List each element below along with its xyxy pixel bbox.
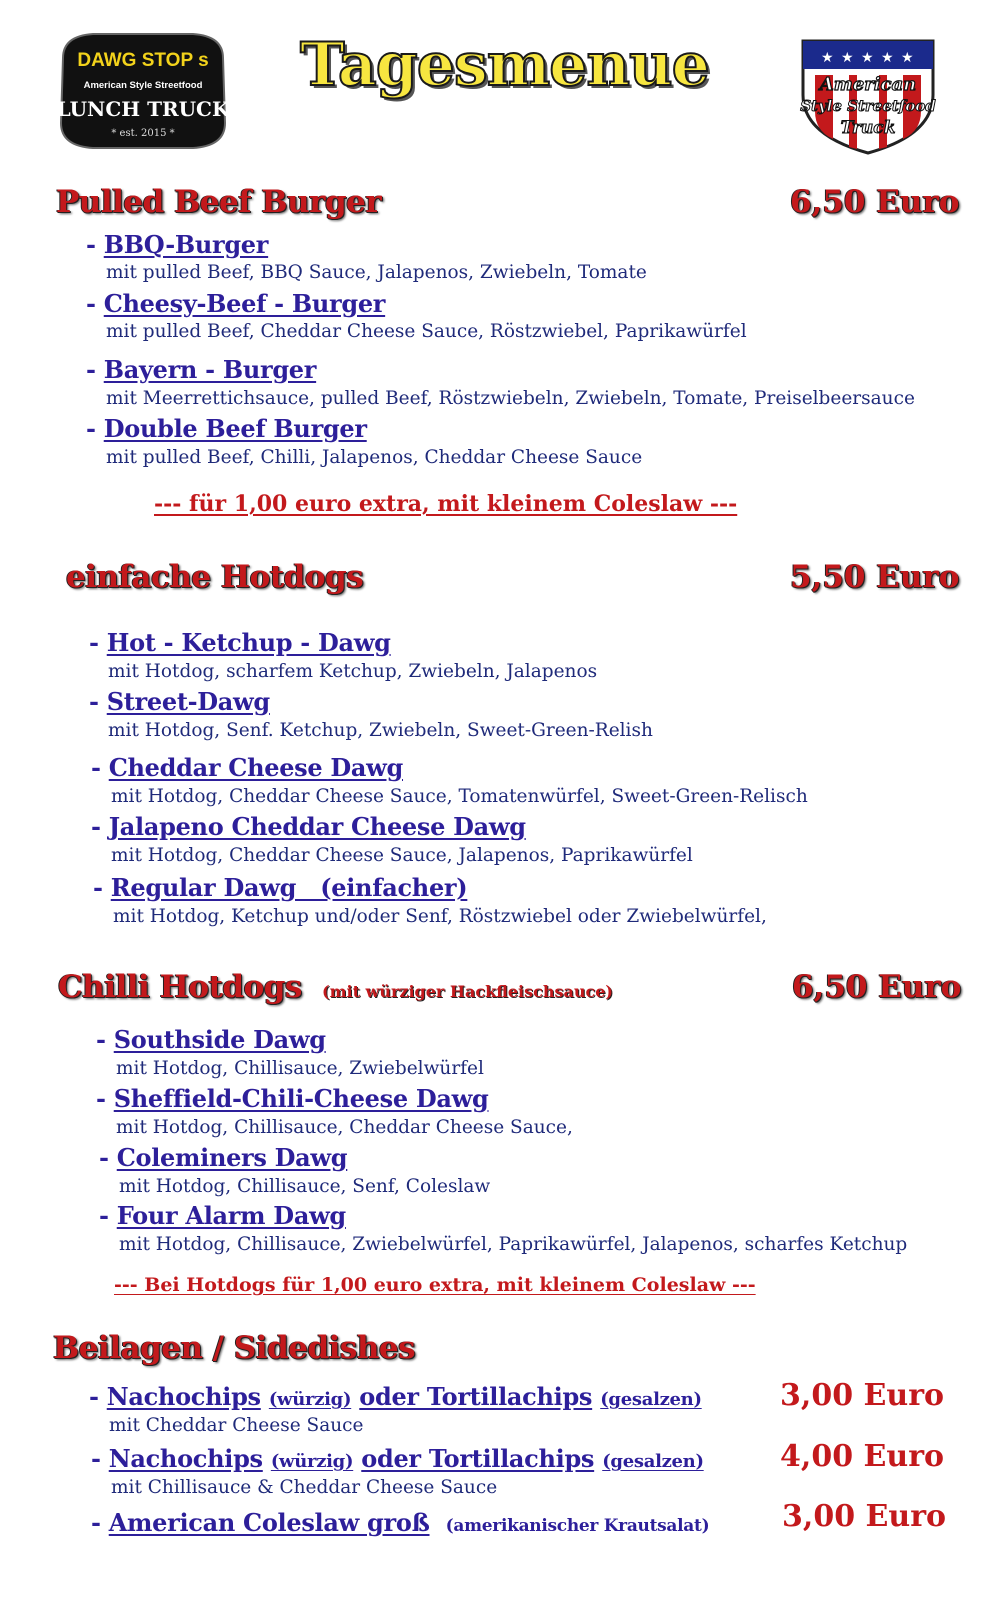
item-dash: -: [91, 812, 101, 841]
item-description: mit pulled Beef, Chilli, Jalapenos, Cheddar Cheese Sauce: [106, 447, 643, 468]
item-note-b: (gesalzen): [600, 1389, 702, 1410]
item-name: BBQ-Burger: [103, 230, 269, 259]
menu-item-side-3[interactable]: [91, 1508, 709, 1537]
section-price-chilli: 6,50 Euro: [792, 969, 962, 1005]
item-name: Jalapeno Cheddar Cheese Dawg: [108, 812, 526, 841]
section-title-burger: Pulled Beef Burger: [56, 184, 382, 220]
item-name: Bayern - Burger: [103, 355, 317, 384]
menu-item-hotdog-2[interactable]: [89, 687, 270, 716]
dawg-stop-logo: [53, 28, 233, 153]
hotdog-coleslaw-note: --- Bei Hotdogs für 1,00 euro extra, mit kleinem Coleslaw ---: [114, 1274, 756, 1296]
section-subtitle-chilli: (mit würziger Hackfleischsauce): [322, 982, 613, 1001]
item-name: Nachochips: [108, 1444, 263, 1473]
item-description: mit Hotdog, Chillisauce, Senf, Coleslaw: [119, 1176, 491, 1197]
logo-left-line1: DAWG STOP s: [77, 50, 209, 71]
menu-item-chilli-3[interactable]: [99, 1143, 347, 1172]
section-title-chilli: Chilli Hotdogs: [58, 969, 302, 1005]
american-shield-logo: [793, 35, 943, 157]
svg-text:★: ★: [881, 50, 894, 66]
logo-right-line3: Truck: [840, 118, 896, 138]
item-description: mit Hotdog, Cheddar Cheese Sauce, Tomatenwürfel, Sweet-Green-Relisch: [111, 786, 808, 807]
item-dash: -: [99, 1143, 109, 1172]
section-price-hotdogs: 5,50 Euro: [790, 559, 960, 595]
item-name: Four Alarm Dawg: [116, 1201, 346, 1230]
menu-item-chilli-1[interactable]: [96, 1025, 326, 1054]
item-description: mit Meerrettichsauce, pulled Beef, Röstzwiebeln, Zwiebeln, Tomate, Preiselbeersauce: [106, 388, 915, 409]
logo-left-line2: American Style Streetfood: [83, 80, 203, 91]
item-name: Street-Dawg: [106, 687, 270, 716]
item-dash: -: [86, 230, 96, 259]
item-note: (würzig): [268, 1389, 352, 1410]
item-dash: -: [89, 1382, 99, 1411]
item-dash: -: [96, 1084, 106, 1113]
item-name: Nachochips: [106, 1382, 261, 1411]
menu-item-chilli-4[interactable]: [99, 1201, 346, 1230]
menu-item-burger-4[interactable]: [86, 414, 367, 443]
svg-text:★: ★: [861, 50, 874, 66]
item-description: mit Hotdog, Senf. Ketchup, Zwiebeln, Sweet-Green-Relish: [108, 720, 653, 741]
item-dash: -: [86, 355, 96, 384]
menu-item-burger-1[interactable]: [86, 230, 268, 259]
item-name: Regular Dawg (einfacher): [110, 873, 468, 902]
item-name: Cheddar Cheese Dawg: [108, 753, 403, 782]
item-dash: -: [96, 1025, 106, 1054]
item-name: Cheesy-Beef - Burger: [103, 289, 386, 318]
item-dash: -: [86, 414, 96, 443]
item-dash: -: [91, 1444, 101, 1473]
section-title-sides: Beilagen / Sidedishes: [53, 1330, 416, 1366]
side-price-1: 3,00 Euro: [780, 1378, 945, 1413]
item-dash: -: [93, 873, 103, 902]
item-description: mit Hotdog, Chillisauce, Cheddar Cheese Sauce,: [116, 1117, 573, 1138]
logo-right-line2: Style Streetfood: [800, 97, 936, 115]
item-description: mit Hotdog, Chillisauce, Zwiebelwürfel: [116, 1058, 484, 1079]
menu-item-burger-3[interactable]: [86, 355, 316, 384]
item-description: mit Hotdog, Cheddar Cheese Sauce, Jalapenos, Paprikawürfel: [111, 845, 693, 866]
item-dash: -: [89, 687, 99, 716]
item-name-b: oder Tortillachips: [361, 1444, 595, 1473]
menu-item-burger-2[interactable]: [86, 289, 385, 318]
item-description: mit Hotdog, scharfem Ketchup, Zwiebeln, Jalapenos: [108, 661, 598, 682]
item-note: (amerikanischer Krautsalat): [445, 1516, 710, 1536]
item-description: mit pulled Beef, Cheddar Cheese Sauce, Röstzwiebel, Paprikawürfel: [106, 321, 747, 342]
menu-item-hotdog-3[interactable]: [91, 753, 403, 782]
menu-item-hotdog-5[interactable]: [93, 873, 467, 902]
side-price-3: 3,00 Euro: [782, 1499, 947, 1534]
item-dash: -: [89, 628, 99, 657]
item-description: mit pulled Beef, BBQ Sauce, Jalapenos, Zwiebeln, Tomate: [106, 262, 647, 283]
section-title-hotdogs: einfache Hotdogs: [66, 559, 364, 595]
item-name: Hot - Ketchup - Dawg: [106, 628, 391, 657]
logo-left-line4: * est. 2015 *: [111, 128, 175, 139]
svg-text:★: ★: [841, 50, 854, 66]
svg-text:★: ★: [901, 50, 914, 66]
item-dash: -: [91, 1508, 101, 1537]
item-note-b: (gesalzen): [602, 1451, 704, 1472]
item-name: Double Beef Burger: [103, 414, 367, 443]
item-name-b: oder Tortillachips: [359, 1382, 593, 1411]
item-description: mit Cheddar Cheese Sauce: [109, 1415, 364, 1436]
item-dash: -: [91, 753, 101, 782]
item-name: Coleminers Dawg: [116, 1143, 348, 1172]
item-name: American Coleslaw groß: [108, 1508, 430, 1537]
item-name: Sheffield-Chili-Cheese Dawg: [113, 1084, 489, 1113]
item-description: mit Chillisauce & Cheddar Cheese Sauce: [111, 1477, 498, 1498]
menu-item-side-2[interactable]: [91, 1444, 704, 1473]
item-description: mit Hotdog, Chillisauce, Zwiebelwürfel, Paprikawürfel, Jalapenos, scharfes Ketchup: [119, 1234, 908, 1255]
page-title: Tagesmenue: [300, 30, 709, 100]
item-name: Southside Dawg: [113, 1025, 326, 1054]
menu-item-hotdog-4[interactable]: [91, 812, 526, 841]
burger-coleslaw-note: --- für 1,00 euro extra, mit kleinem Coleslaw ---: [154, 491, 738, 517]
item-note: (würzig): [270, 1451, 354, 1472]
item-dash: -: [86, 289, 96, 318]
item-description: mit Hotdog, Ketchup und/oder Senf, Röstzwiebel oder Zwiebelwürfel,: [113, 906, 767, 927]
menu-item-side-1[interactable]: [89, 1382, 702, 1411]
menu-item-chilli-2[interactable]: [96, 1084, 488, 1113]
logo-left-line3: LUNCH TRUCK: [56, 97, 230, 121]
side-price-2: 4,00 Euro: [780, 1439, 945, 1474]
logo-right-line1: American: [819, 74, 917, 95]
menu-item-hotdog-1[interactable]: [89, 628, 391, 657]
item-dash: -: [99, 1201, 109, 1230]
svg-text:★: ★: [821, 50, 834, 66]
section-price-burger: 6,50 Euro: [790, 184, 960, 220]
